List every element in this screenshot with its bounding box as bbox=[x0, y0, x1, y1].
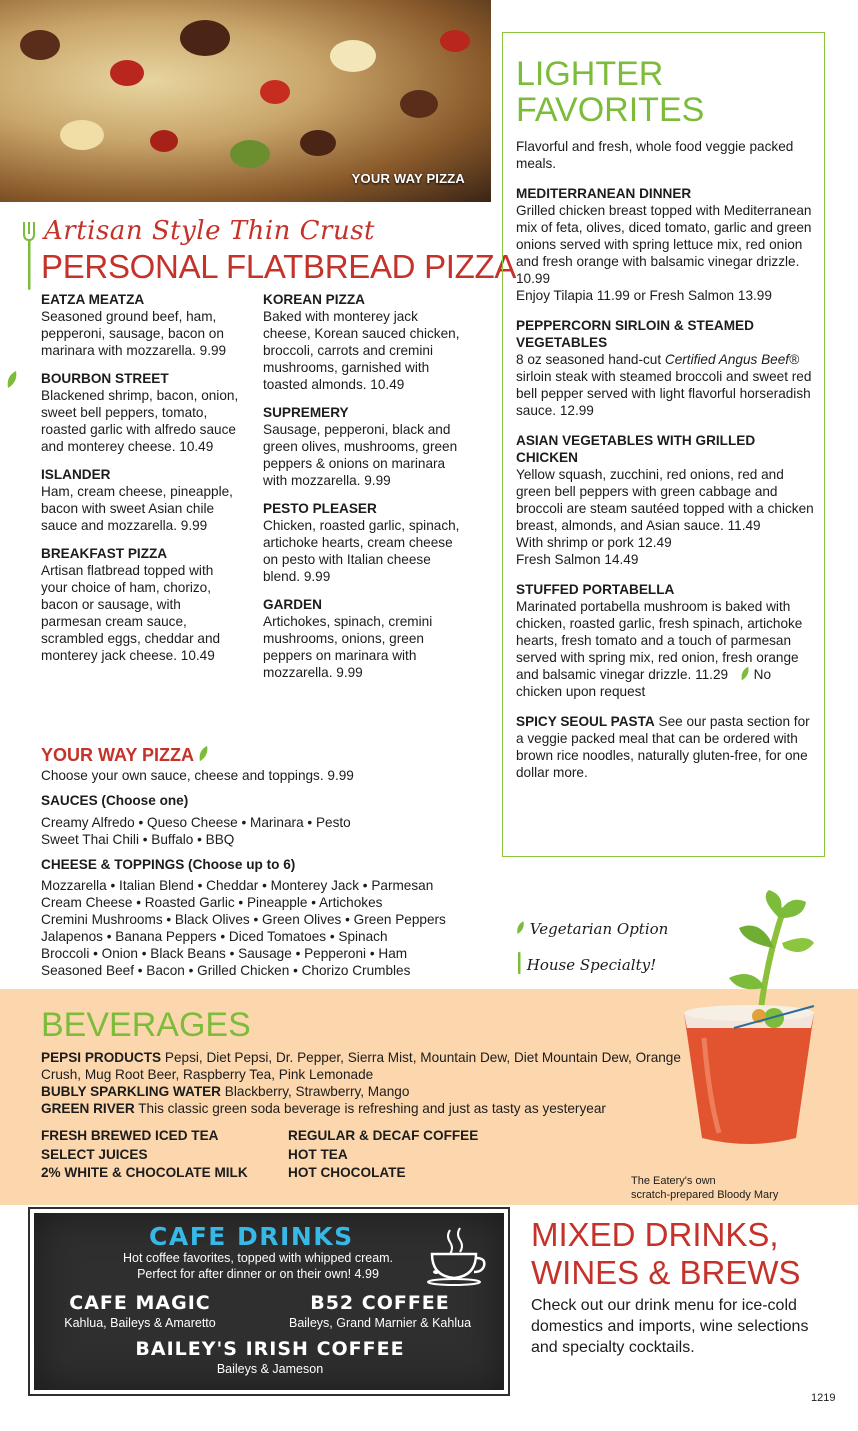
beverages-column-b bbox=[288, 1127, 478, 1183]
vegetarian-leaf-icon bbox=[516, 920, 525, 936]
item-desc: Yellow squash, zucchini, red onions, red and green bell peppers with green cabbage and broccoli are steam sautéed topped with a chicken breast, almonds, and Asian sauce. 11.49 bbox=[516, 467, 814, 533]
item-desc: Baked with monterey jack cheese, Korean sauced chicken, broccoli, carrots and cremini mushrooms, garnished with toasted almonds. 10.49 bbox=[263, 309, 460, 392]
list-line: Broccoli • Onion • Black Beans • Sausage • Pepperoni • Ham bbox=[41, 946, 408, 961]
item-desc: Sausage, pepperoni, black and green olives, mushrooms, green peppers & onions on marinara with mozzarella. 9.99 bbox=[263, 422, 458, 488]
item-extra: Fresh Salmon 14.49 bbox=[516, 552, 639, 567]
item-desc bbox=[516, 351, 816, 419]
item-name: SUPREMERY bbox=[263, 405, 349, 420]
item-desc: Seasoned ground beef, ham, pepperoni, sausage, bacon on marinara with mozzarella. 9.99 bbox=[41, 309, 227, 358]
item-name: ISLANDER bbox=[41, 467, 111, 482]
item-name: MEDITERRANEAN DINNER bbox=[516, 186, 692, 201]
menu-item bbox=[516, 432, 816, 568]
menu-item bbox=[263, 404, 463, 489]
menu-item bbox=[263, 596, 463, 681]
beverages-title: BEVERAGES bbox=[41, 1006, 251, 1044]
legend-text: Vegetarian Option bbox=[529, 920, 669, 938]
legend-text: House Specialty! bbox=[526, 956, 657, 974]
beverage-desc: Blackberry, Strawberry, Mango bbox=[221, 1084, 410, 1099]
lighter-favorites-title bbox=[516, 56, 704, 128]
legend-vegetarian bbox=[516, 920, 668, 938]
item-desc: Grilled chicken breast topped with Mediterranean mix of feta, olives, diced tomato, garlic and green onions served with spring lettuce mix, red onion and fresh orange with balsamic vinegar drizzle. 10.99 bbox=[516, 203, 812, 286]
brand-name: Certified Angus Beef® bbox=[664, 352, 800, 367]
title-line: MIXED DRINKS, bbox=[531, 1216, 779, 1253]
bloody-mary-image bbox=[664, 888, 834, 1158]
pizza-photo bbox=[0, 0, 491, 202]
item-name: BREAKFAST PIZZA bbox=[41, 546, 168, 561]
pizza-left-column bbox=[41, 291, 241, 675]
item-desc: See our pasta section for a veggie packed meal that can be ordered with brown rice noodles, naturally gluten-free, for one dollar more. bbox=[516, 714, 810, 780]
item-extra: With shrimp or pork 12.49 bbox=[516, 535, 672, 550]
menu-item bbox=[263, 500, 463, 585]
fork-icon bbox=[22, 222, 36, 290]
item-desc bbox=[516, 598, 816, 700]
cafe-drinks-desc bbox=[98, 1250, 418, 1282]
beverage-desc: Pepsi, Diet Pepsi, Dr. Pepper, Sierra Mist, Mountain Dew, Diet Mountain Dew, Orange Crush, Mug Root Beer, Raspberry Tea, Pink Lemonade bbox=[41, 1050, 681, 1082]
beverage-line bbox=[41, 1083, 691, 1100]
caption-line: The Eatery's own bbox=[631, 1175, 716, 1187]
mixed-drinks-title bbox=[531, 1216, 801, 1292]
b52-coffee-name: B52 COFFEE bbox=[310, 1292, 450, 1314]
item-name: SPICY SEOUL PASTA bbox=[516, 714, 655, 729]
beverage-name: HOT TEA bbox=[288, 1146, 348, 1162]
item-desc: Artisan flatbread topped with your choice of ham, chorizo, bacon or sausage, with parmesan cream sauce, scrambled eggs, cheddar and monterey jack cheese. 10.49 bbox=[41, 563, 221, 663]
desc-part: sirloin steak with steamed broccoli and sweet red bell pepper served with light flavorful horseradish sauce. 12.99 bbox=[516, 369, 812, 418]
list-line: Cream Cheese • Roasted Garlic • Pineapple • Artichokes bbox=[41, 895, 383, 910]
caption-line: scratch-prepared Bloody Mary bbox=[631, 1189, 779, 1201]
menu-item bbox=[516, 581, 816, 700]
beverage-name: GREEN RIVER bbox=[41, 1101, 135, 1116]
vegetarian-leaf-icon bbox=[198, 745, 209, 763]
coffee-cup-icon bbox=[424, 1226, 490, 1286]
list-line: Seasoned Beef • Bacon • Grilled Chicken • Chorizo Crumbles bbox=[41, 963, 411, 978]
page-number: 1219 bbox=[811, 1392, 836, 1404]
beverage-name: BUBLY SPARKLING WATER bbox=[41, 1084, 222, 1099]
legend-house-specialty bbox=[516, 952, 656, 974]
menu-item bbox=[516, 713, 816, 781]
pizza-script-title: Artisan Style Thin Crust bbox=[44, 216, 376, 246]
item-name: PESTO PLEASER bbox=[263, 501, 377, 516]
item-desc: Artichokes, spinach, cremini mushrooms, onions, green peppers on marinara with mozzarella. 9.99 bbox=[263, 614, 433, 680]
baileys-irish-coffee-name: BAILEY'S IRISH COFFEE bbox=[135, 1338, 405, 1360]
beverage-line bbox=[41, 1049, 691, 1083]
drink-caption bbox=[631, 1174, 831, 1202]
item-name: BOURBON STREET bbox=[41, 371, 169, 386]
menu-item bbox=[516, 185, 816, 304]
item-name: KOREAN PIZZA bbox=[263, 292, 365, 307]
item-desc: Blackened shrimp, bacon, onion, sweet bell peppers, tomato, roasted garlic with alfredo sauce and monterey cheese. 10.49 bbox=[41, 388, 239, 454]
list-line: Cremini Mushrooms • Black Olives • Green Olives • Green Peppers bbox=[41, 912, 446, 927]
sauces-heading: SAUCES (Choose one) bbox=[41, 793, 189, 808]
desc-line: Perfect for after dinner or on their own! 4.99 bbox=[137, 1267, 379, 1281]
beverage-name: SELECT JUICES bbox=[41, 1146, 148, 1162]
item-name: EATZA MEATZA bbox=[41, 292, 145, 307]
lighter-favorites-list bbox=[516, 138, 816, 794]
vegetarian-leaf-icon bbox=[6, 370, 18, 390]
beverage-name: 2% WHITE & CHOCOLATE MILK bbox=[41, 1165, 248, 1180]
vegetarian-leaf-icon bbox=[740, 666, 750, 682]
list-line: Jalapenos • Banana Peppers • Diced Tomatoes • Spinach bbox=[41, 929, 388, 944]
menu-item bbox=[41, 545, 241, 664]
menu-item bbox=[41, 370, 241, 455]
list-line: Creamy Alfredo • Queso Cheese • Marinara • Pesto bbox=[41, 815, 351, 830]
desc-line: Hot coffee favorites, topped with whipped cream. bbox=[122, 1251, 394, 1265]
item-name: STUFFED PORTABELLA bbox=[516, 582, 675, 597]
pizza-title: PERSONAL FLATBREAD PIZZA bbox=[41, 248, 517, 285]
baileys-irish-coffee-ingredients: Baileys & Jameson bbox=[216, 1362, 324, 1376]
item-name: ASIAN VEGETABLES WITH GRILLED CHICKEN bbox=[516, 433, 756, 465]
title-line: FAVORITES bbox=[516, 91, 705, 129]
menu-item bbox=[41, 466, 241, 534]
mixed-drinks-desc: Check out our drink menu for ice-cold domestics and imports, wine selections and specialty cocktails. bbox=[531, 1297, 809, 1356]
item-note: No chicken upon request bbox=[516, 667, 772, 699]
item-name: PEPPERCORN SIRLOIN & STEAMED VEGETABLES bbox=[516, 318, 754, 350]
lighter-intro: Flavorful and fresh, whole food veggie packed meals. bbox=[516, 139, 794, 171]
beverage-name: PEPSI PRODUCTS bbox=[41, 1050, 162, 1065]
desc-part: 8 oz seasoned hand-cut bbox=[516, 352, 665, 367]
fork-icon bbox=[516, 952, 522, 974]
pizza-right-column bbox=[263, 291, 463, 692]
beverages-column-a bbox=[41, 1127, 248, 1183]
cafe-magic-name: CAFE MAGIC bbox=[69, 1292, 211, 1314]
your-way-desc: Choose your own sauce, cheese and toppings. 9.99 bbox=[41, 768, 354, 783]
menu-item bbox=[516, 317, 816, 419]
beverage-line bbox=[41, 1100, 691, 1117]
list-line: Mozzarella • Italian Blend • Cheddar • Monterey Jack • Parmesan bbox=[41, 878, 434, 893]
toppings-list bbox=[41, 877, 446, 979]
menu-item bbox=[263, 291, 463, 393]
list-line: Sweet Thai Chili • Buffalo • BBQ bbox=[41, 832, 235, 847]
item-name: GARDEN bbox=[263, 597, 322, 612]
title-line: LIGHTER bbox=[516, 55, 664, 93]
menu-item bbox=[41, 291, 241, 359]
cafe-drinks-title: CAFE DRINKS bbox=[149, 1222, 354, 1251]
title-line: WINES & BREWS bbox=[531, 1254, 801, 1291]
cafe-magic-ingredients: Kahlua, Baileys & Amaretto bbox=[64, 1316, 216, 1330]
item-desc: Ham, cream cheese, pineapple, bacon with sweet Asian chile sauce and mozzarella. 9.99 bbox=[41, 484, 233, 533]
photo-caption: YOUR WAY PIZZA bbox=[351, 171, 465, 186]
sauces-list bbox=[41, 814, 351, 848]
your-way-pizza-title bbox=[41, 745, 209, 766]
item-desc: Chicken, roasted garlic, spinach, artichoke hearts, cream cheese on pesto with Italian cheese blend. 9.99 bbox=[263, 518, 460, 584]
beverage-desc: This classic green soda beverage is refreshing and just as tasty as yesteryear bbox=[134, 1101, 606, 1116]
beverage-name: REGULAR & DECAF COFFEE bbox=[288, 1128, 479, 1143]
item-extra: Enjoy Tilapia 11.99 or Fresh Salmon 13.99 bbox=[516, 288, 772, 303]
your-way-title-text: YOUR WAY PIZZA bbox=[41, 745, 194, 765]
toppings-heading: CHEESE & TOPPINGS (Choose up to 6) bbox=[41, 857, 296, 872]
beverage-name: HOT CHOCOLATE bbox=[288, 1165, 406, 1180]
beverage-name: FRESH BREWED ICED TEA bbox=[41, 1128, 219, 1143]
desc-part: Marinated portabella mushroom is baked with chicken, roasted garlic, fresh spinach, artichoke hearts, fresh tomato and a touch of parmesan served with spring mix, red onion, fresh orange and balsamic vinegar drizzle. 11.29 bbox=[516, 599, 803, 682]
beverages-list bbox=[41, 1049, 691, 1117]
b52-coffee-ingredients: Baileys, Grand Marnier & Kahlua bbox=[288, 1316, 472, 1330]
